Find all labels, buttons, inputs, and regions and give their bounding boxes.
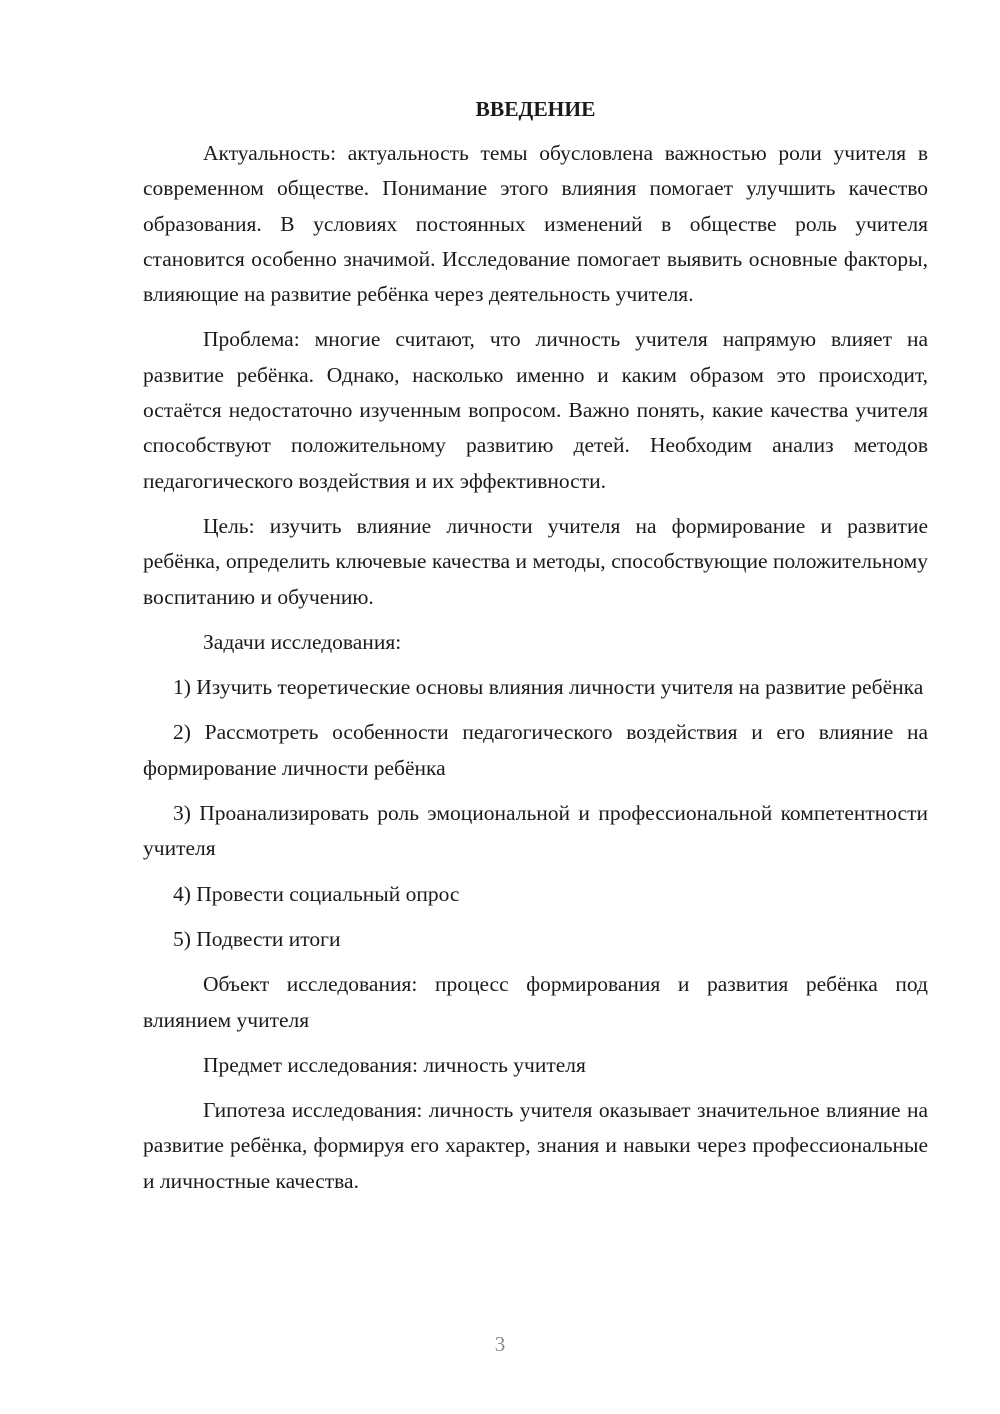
object-paragraph: Объект исследования: процесс формирования и развития ребёнка под влиянием учителя	[143, 972, 928, 1032]
goal-paragraph: Цель: изучить влияние личности учителя на формирование и развитие ребёнка, определить ключевые качества и методы, способствующие положительному воспитанию и обучению.	[143, 513, 928, 609]
subject-paragraph: Предмет исследования: личность учителя	[203, 1052, 586, 1077]
task-item: 4) Провести социальный опрос	[173, 881, 460, 906]
task-item: 2) Рассмотреть особенности педагогического воздействия и его влияние на формирование личности ребёнка	[143, 720, 928, 780]
page-number: 3	[494, 1332, 506, 1356]
relevance-paragraph: Актуальность: актуальность темы обусловлена важностью роли учителя в современном обществе. Понимание этого влияния помогает улучшить качество образования. В условиях постоянных изменений в обществе роль учителя становится особенно значимой. Исследование помогает выявить основные факторы, влияющие на развитие ребёнка через деятельность учителя.	[143, 141, 928, 307]
problem-paragraph: Проблема: многие считают, что личность учителя напрямую влияет на развитие ребёнка. Однако, насколько именно и каким образом это происходит, остаётся недостаточно изученным вопросом. Важно понять, какие качества учителя способствуют положительному развитию детей. Необходим анализ методов педагогического воздействия и их эффективности.	[143, 327, 928, 493]
task-item: 1) Изучить теоретические основы влияния личности учителя на развитие ребёнка	[173, 675, 924, 700]
task-item: 3) Проанализировать роль эмоциональной и профессиональной компетентности учителя	[143, 801, 928, 861]
task-item: 5) Подвести итоги	[173, 926, 341, 951]
section-title: ВВЕДЕНИЕ	[475, 97, 596, 121]
document-body	[143, 92, 928, 1209]
hypothesis-paragraph: Гипотеза исследования: личность учителя оказывает значительное влияние на развитие ребёнка, формируя его характер, знания и навыки через профессиональные и личностные качества.	[143, 1098, 928, 1193]
tasks-heading: Задачи исследования:	[203, 629, 402, 654]
